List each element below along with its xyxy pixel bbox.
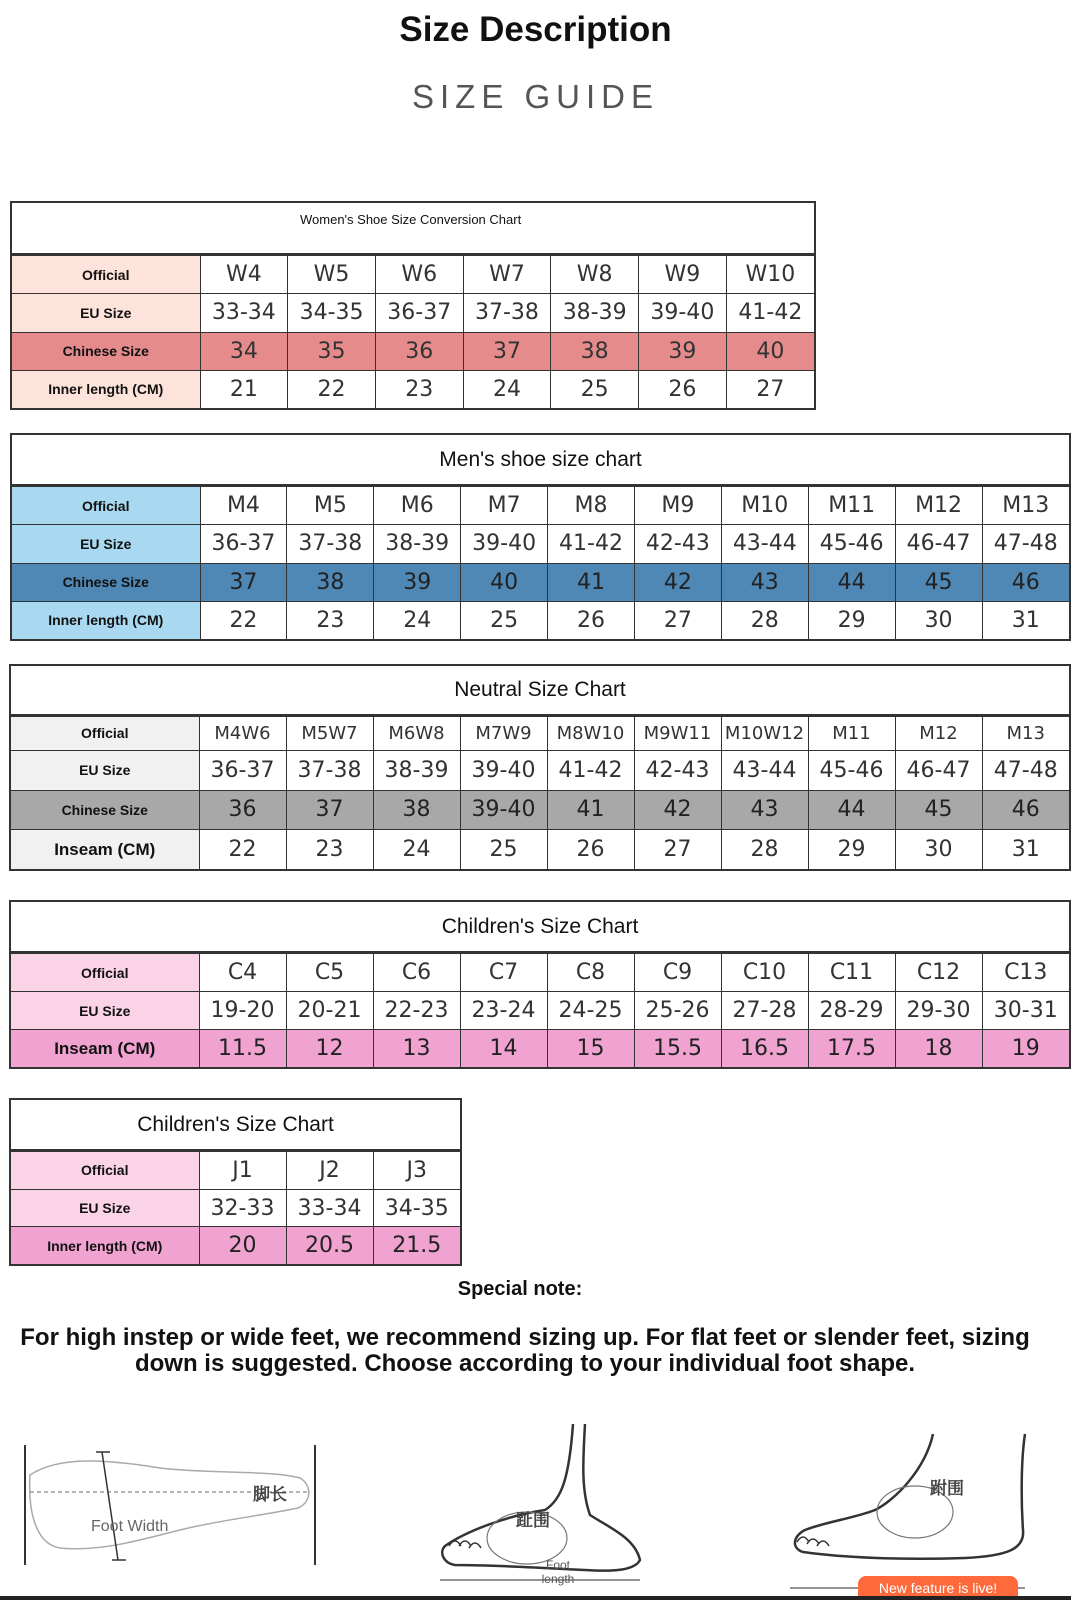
size-cell: 20.5 xyxy=(286,1227,373,1264)
bottom-divider xyxy=(0,1596,1071,1600)
size-cell: 27-28 xyxy=(721,992,808,1030)
junior-size-chart xyxy=(9,1098,462,1266)
size-cell: 22-23 xyxy=(373,992,460,1030)
size-cell: 30-31 xyxy=(982,992,1069,1030)
size-cell: 41-42 xyxy=(547,750,634,790)
size-cell: M13 xyxy=(982,487,1069,525)
row-label: EU Size xyxy=(12,525,200,563)
size-cell: 36 xyxy=(375,332,463,370)
size-cell: 41-42 xyxy=(726,294,814,332)
size-cell: W4 xyxy=(200,256,288,294)
size-cell: 47-48 xyxy=(982,750,1069,790)
size-cell: M11 xyxy=(808,717,895,751)
size-cell: M12 xyxy=(895,717,982,751)
size-cell: 29 xyxy=(808,830,895,869)
size-cell: 24 xyxy=(463,370,551,408)
size-cell: 19 xyxy=(982,1030,1069,1067)
table-row xyxy=(11,830,1069,869)
neutral-size-table xyxy=(11,716,1069,869)
size-cell: 41 xyxy=(547,790,634,830)
size-cell: 18 xyxy=(895,1030,982,1067)
size-cell: 39-40 xyxy=(460,790,547,830)
size-cell: 36 xyxy=(199,790,286,830)
size-cell: 37-38 xyxy=(287,525,374,563)
size-cell: 24-25 xyxy=(547,992,634,1030)
page-subtitle: SIZE GUIDE xyxy=(411,78,660,115)
size-cell: 38 xyxy=(373,790,460,830)
table-row xyxy=(12,294,814,332)
men-size-table xyxy=(12,486,1069,639)
row-label: Inseam (CM) xyxy=(11,830,199,869)
row-label: Chinese Size xyxy=(11,790,199,830)
size-cell: M9 xyxy=(634,487,721,525)
size-cell: 44 xyxy=(808,563,895,601)
size-cell: 33-34 xyxy=(200,294,288,332)
size-cell: M4 xyxy=(200,487,287,525)
size-cell: 45 xyxy=(895,790,982,830)
table-row xyxy=(11,1030,1069,1067)
size-cell: 44 xyxy=(808,790,895,830)
size-cell: M8 xyxy=(548,487,635,525)
size-cell: 13 xyxy=(373,1030,460,1067)
table-row xyxy=(12,370,814,408)
size-cell: 28 xyxy=(721,830,808,869)
size-cell: 39-40 xyxy=(461,525,548,563)
size-cell: 19-20 xyxy=(199,992,286,1030)
junior-size-table xyxy=(11,1151,460,1264)
size-cell: 23 xyxy=(286,830,373,869)
size-cell: 33-34 xyxy=(286,1189,373,1227)
table-row xyxy=(12,601,1069,639)
size-cell: 34-35 xyxy=(288,294,376,332)
size-cell: J1 xyxy=(199,1152,286,1190)
size-cell: 40 xyxy=(461,563,548,601)
table-row xyxy=(11,992,1069,1030)
instep-diagram xyxy=(785,1430,1050,1595)
size-cell: 45 xyxy=(895,563,982,601)
table-row xyxy=(12,563,1069,601)
children-size-chart xyxy=(9,900,1071,1069)
size-cell: C5 xyxy=(286,954,373,992)
size-cell: M7W9 xyxy=(460,717,547,751)
size-cell: 26 xyxy=(548,601,635,639)
size-cell: 14 xyxy=(460,1030,547,1067)
size-cell: 27 xyxy=(634,601,721,639)
size-cell: 43 xyxy=(721,790,808,830)
size-cell: 40 xyxy=(726,332,814,370)
size-cell: 25 xyxy=(551,370,639,408)
size-cell: 27 xyxy=(634,830,721,869)
size-cell: 39-40 xyxy=(639,294,727,332)
size-cell: 42 xyxy=(634,790,721,830)
size-cell: 15.5 xyxy=(634,1030,721,1067)
size-cell: M5W7 xyxy=(286,717,373,751)
size-cell: 16.5 xyxy=(721,1030,808,1067)
size-cell: 46-47 xyxy=(895,525,982,563)
size-cell: 26 xyxy=(547,830,634,869)
size-cell: M7 xyxy=(461,487,548,525)
size-cell: M13 xyxy=(982,717,1069,751)
size-cell: 34-35 xyxy=(373,1189,460,1227)
table-row xyxy=(12,256,814,294)
size-cell: M12 xyxy=(895,487,982,525)
page-title: Size Description xyxy=(399,10,672,49)
junior-chart-title: Children's Size Chart xyxy=(11,1100,460,1151)
foot-length-cn-label: 脚长 xyxy=(253,1485,287,1504)
size-cell: 41 xyxy=(548,563,635,601)
children-size-table xyxy=(11,953,1069,1067)
size-cell: 34 xyxy=(200,332,288,370)
size-cell: M9W11 xyxy=(634,717,721,751)
row-label: Inseam (CM) xyxy=(11,1030,199,1067)
size-cell: 46-47 xyxy=(895,750,982,790)
size-cell: 21.5 xyxy=(373,1227,460,1264)
size-cell: 31 xyxy=(982,601,1069,639)
special-note-body: For high instep or wide feet, we recommend sizing up. For flat feet or slender feet, sizing down is suggested. Choose according to your individual foot shape. xyxy=(20,1324,1030,1377)
size-cell: 37 xyxy=(286,790,373,830)
size-cell: 12 xyxy=(286,1030,373,1067)
size-cell: W10 xyxy=(726,256,814,294)
size-cell: W8 xyxy=(551,256,639,294)
size-cell: 23-24 xyxy=(460,992,547,1030)
size-cell: 37 xyxy=(200,563,287,601)
table-row xyxy=(11,1189,460,1227)
size-cell: 24 xyxy=(373,830,460,869)
size-cell: 24 xyxy=(374,601,461,639)
size-cell: C12 xyxy=(895,954,982,992)
size-cell: 46 xyxy=(982,790,1069,830)
men-chart-title: Men's shoe size chart xyxy=(12,435,1069,486)
new-feature-badge[interactable]: New feature is live! xyxy=(858,1576,1018,1600)
size-cell: W5 xyxy=(288,256,376,294)
size-cell: 11.5 xyxy=(199,1030,286,1067)
size-cell: 31 xyxy=(982,830,1069,869)
size-cell: 38 xyxy=(287,563,374,601)
size-cell: W7 xyxy=(463,256,551,294)
row-label: Official xyxy=(12,256,200,294)
size-cell: C6 xyxy=(373,954,460,992)
neutral-chart-title: Neutral Size Chart xyxy=(11,666,1069,716)
size-cell: J3 xyxy=(373,1152,460,1190)
foot-length-label: Foot length xyxy=(541,1558,575,1586)
women-size-table xyxy=(12,255,814,408)
size-cell: 29 xyxy=(808,601,895,639)
size-cell: C9 xyxy=(634,954,721,992)
size-cell: M10W12 xyxy=(721,717,808,751)
children-chart-title: Children's Size Chart xyxy=(11,902,1069,953)
size-cell: M5 xyxy=(287,487,374,525)
size-cell: 30 xyxy=(895,601,982,639)
size-cell: M8W10 xyxy=(547,717,634,751)
size-cell: M11 xyxy=(808,487,895,525)
size-cell: 43-44 xyxy=(721,750,808,790)
size-cell: 38 xyxy=(551,332,639,370)
size-cell: 41-42 xyxy=(548,525,635,563)
size-cell: W6 xyxy=(375,256,463,294)
size-cell: M6W8 xyxy=(373,717,460,751)
size-cell: 35 xyxy=(288,332,376,370)
size-cell: 37-38 xyxy=(286,750,373,790)
size-cell: 37-38 xyxy=(463,294,551,332)
size-cell: 36-37 xyxy=(200,525,287,563)
row-label: Inner length (CM) xyxy=(12,601,200,639)
row-label: EU Size xyxy=(11,750,199,790)
size-cell: C7 xyxy=(460,954,547,992)
instep-cn-label: 跗围 xyxy=(930,1479,964,1498)
size-cell: 25 xyxy=(461,601,548,639)
size-cell: 37 xyxy=(463,332,551,370)
size-cell: 39 xyxy=(374,563,461,601)
size-cell: J2 xyxy=(286,1152,373,1190)
size-cell: 38-39 xyxy=(551,294,639,332)
size-cell: 43-44 xyxy=(721,525,808,563)
size-cell: 26 xyxy=(639,370,727,408)
size-cell: 21 xyxy=(200,370,288,408)
size-cell: C4 xyxy=(199,954,286,992)
size-cell: 23 xyxy=(375,370,463,408)
row-label: Official xyxy=(11,954,199,992)
toe-circumference-cn-label: 趾围 xyxy=(516,1511,550,1530)
row-label: Official xyxy=(11,1152,199,1190)
table-row xyxy=(11,717,1069,751)
row-label: Official xyxy=(12,487,200,525)
size-cell: 36-37 xyxy=(199,750,286,790)
size-cell: 46 xyxy=(982,563,1069,601)
size-cell: 42-43 xyxy=(634,525,721,563)
table-row xyxy=(11,790,1069,830)
size-cell: 38-39 xyxy=(373,750,460,790)
row-label: Chinese Size xyxy=(12,563,200,601)
size-cell: 45-46 xyxy=(808,525,895,563)
row-label: EU Size xyxy=(11,1189,199,1227)
size-cell: M6 xyxy=(374,487,461,525)
size-cell: 17.5 xyxy=(808,1030,895,1067)
table-row xyxy=(12,487,1069,525)
size-cell: C8 xyxy=(547,954,634,992)
table-row xyxy=(11,1152,460,1190)
size-cell: C13 xyxy=(982,954,1069,992)
size-cell: 20 xyxy=(199,1227,286,1264)
size-cell: 22 xyxy=(288,370,376,408)
size-cell: M10 xyxy=(721,487,808,525)
size-cell: C10 xyxy=(721,954,808,992)
size-cell: 27 xyxy=(726,370,814,408)
row-label: Inner length (CM) xyxy=(12,370,200,408)
row-label: Chinese Size xyxy=(12,332,200,370)
size-cell: 23 xyxy=(287,601,374,639)
men-size-chart xyxy=(10,433,1071,641)
size-cell: 38-39 xyxy=(374,525,461,563)
row-label: Official xyxy=(11,717,199,751)
foot-top-view-diagram xyxy=(20,1440,320,1570)
size-cell: C11 xyxy=(808,954,895,992)
foot-width-label: Foot Width xyxy=(91,1518,169,1535)
row-label: EU Size xyxy=(12,294,200,332)
row-label: EU Size xyxy=(11,992,199,1030)
table-row xyxy=(12,525,1069,563)
size-cell: 47-48 xyxy=(982,525,1069,563)
size-cell: 15 xyxy=(547,1030,634,1067)
size-cell: 28 xyxy=(721,601,808,639)
women-size-chart xyxy=(10,201,816,410)
size-cell: 39 xyxy=(639,332,727,370)
women-chart-title: Women's Shoe Size Conversion Chart xyxy=(12,203,814,255)
size-cell: 22 xyxy=(200,601,287,639)
size-cell: 42-43 xyxy=(634,750,721,790)
size-cell: 39-40 xyxy=(460,750,547,790)
table-row xyxy=(11,954,1069,992)
size-cell: 28-29 xyxy=(808,992,895,1030)
size-cell: 32-33 xyxy=(199,1189,286,1227)
size-cell: 36-37 xyxy=(375,294,463,332)
special-note-title: Special note: xyxy=(457,1278,583,1300)
size-cell: M4W6 xyxy=(199,717,286,751)
size-cell: 25 xyxy=(460,830,547,869)
table-row xyxy=(11,750,1069,790)
size-cell: 25-26 xyxy=(634,992,721,1030)
table-row xyxy=(11,1227,460,1264)
row-label: Inner length (CM) xyxy=(11,1227,199,1264)
size-cell: 29-30 xyxy=(895,992,982,1030)
size-cell: W9 xyxy=(639,256,727,294)
table-row xyxy=(12,332,814,370)
neutral-size-chart xyxy=(9,664,1071,871)
size-cell: 20-21 xyxy=(286,992,373,1030)
size-cell: 42 xyxy=(634,563,721,601)
size-cell: 43 xyxy=(721,563,808,601)
size-cell: 45-46 xyxy=(808,750,895,790)
size-cell: 30 xyxy=(895,830,982,869)
size-cell: 22 xyxy=(199,830,286,869)
